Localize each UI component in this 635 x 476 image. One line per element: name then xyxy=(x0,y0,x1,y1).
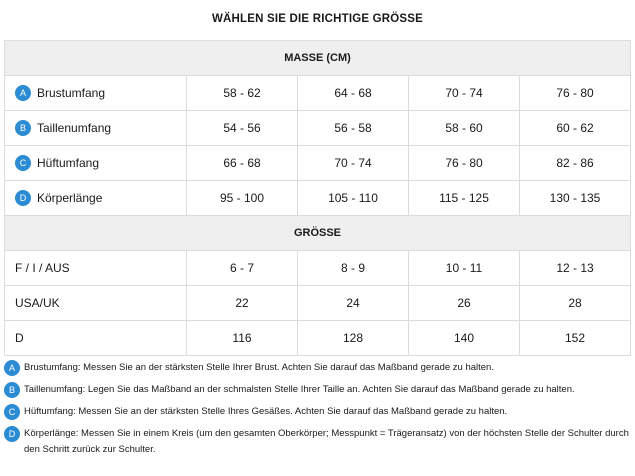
table-cell: 152 xyxy=(520,321,631,356)
badge-b-icon: B xyxy=(15,120,31,136)
table-row-usa-uk xyxy=(5,286,631,321)
table-cell: 56 - 58 xyxy=(298,111,409,146)
row-label: Hüftumfang xyxy=(37,156,100,170)
table-row-hueftumfang xyxy=(5,146,631,181)
note-koerperlaenge xyxy=(4,426,631,458)
table-cell: 64 - 68 xyxy=(298,76,409,111)
table-cell: 105 - 110 xyxy=(298,181,409,216)
table-cell: 116 xyxy=(187,321,298,356)
table-cell: 6 - 7 xyxy=(187,251,298,286)
table-row-brustumfang xyxy=(5,76,631,111)
badge-a-icon: A xyxy=(4,360,20,376)
table-cell: 58 - 60 xyxy=(409,111,520,146)
note-brustumfang xyxy=(4,360,631,376)
note-text: Körperlänge: Messen Sie in einem Kreis (um den gesamten Oberkörper; Messpunkt = Trägeransatz) von der höchsten Stelle der Schulter durch den Schritt zurück zur Schulter. xyxy=(24,428,629,455)
table-cell: 24 xyxy=(298,286,409,321)
page-title: WÄHLEN SIE DIE RICHTIGE GRÖSSE xyxy=(211,13,424,25)
row-label: Brustumfang xyxy=(37,86,106,100)
row-label: Taillenumfang xyxy=(37,121,112,135)
table-cell: 115 - 125 xyxy=(409,181,520,216)
table-cell: 66 - 68 xyxy=(187,146,298,181)
row-label: USA/UK xyxy=(5,286,187,321)
table-cell: 28 xyxy=(520,286,631,321)
section-title-sizes: GRÖSSE xyxy=(5,216,631,251)
table-cell: 95 - 100 xyxy=(187,181,298,216)
row-label: Körperlänge xyxy=(37,191,103,205)
note-hueftumfang xyxy=(4,404,631,420)
table-cell: 12 - 13 xyxy=(520,251,631,286)
note-taillenumfang xyxy=(4,382,631,398)
table-cell: 58 - 62 xyxy=(187,76,298,111)
row-label: D xyxy=(5,321,187,356)
table-cell: 140 xyxy=(409,321,520,356)
table-cell: 70 - 74 xyxy=(409,76,520,111)
note-text: Brustumfang: Messen Sie an der stärksten Stelle Ihrer Brust. Achten Sie darauf das Maßband gerade zu halten. xyxy=(24,362,494,373)
size-chart-table xyxy=(4,40,631,356)
table-cell: 76 - 80 xyxy=(409,146,520,181)
table-row-taillenumfang xyxy=(5,111,631,146)
section-title-measures: MASSE (CM) xyxy=(5,41,631,76)
table-row-f-i-aus xyxy=(5,251,631,286)
badge-d-icon: D xyxy=(4,426,20,442)
badge-b-icon: B xyxy=(4,382,20,398)
section-header-sizes xyxy=(5,216,631,251)
table-cell: 22 xyxy=(187,286,298,321)
section-header-measures xyxy=(5,41,631,76)
table-cell: 8 - 9 xyxy=(298,251,409,286)
table-cell: 130 - 135 xyxy=(520,181,631,216)
table-cell: 128 xyxy=(298,321,409,356)
badge-d-icon: D xyxy=(15,190,31,206)
table-cell: 26 xyxy=(409,286,520,321)
note-text: Taillenumfang: Legen Sie das Maßband an der schmalsten Stelle Ihrer Taille an. Achten Sie darauf das Maßband gerade zu halten. xyxy=(24,384,575,395)
row-label: F / I / AUS xyxy=(5,251,187,286)
note-text: Hüftumfang: Messen Sie an der stärksten Stelle Ihres Gesäßes. Achten Sie darauf das Maßband gerade zu halten. xyxy=(24,406,508,417)
table-cell: 70 - 74 xyxy=(298,146,409,181)
badge-c-icon: C xyxy=(4,404,20,420)
table-row-d xyxy=(5,321,631,356)
table-row-koerperlaenge xyxy=(5,181,631,216)
table-cell: 60 - 62 xyxy=(520,111,631,146)
table-cell: 54 - 56 xyxy=(187,111,298,146)
table-cell: 76 - 80 xyxy=(520,76,631,111)
badge-a-icon: A xyxy=(15,85,31,101)
table-cell: 82 - 86 xyxy=(520,146,631,181)
badge-c-icon: C xyxy=(15,155,31,171)
measurement-notes xyxy=(4,360,631,464)
table-cell: 10 - 11 xyxy=(409,251,520,286)
